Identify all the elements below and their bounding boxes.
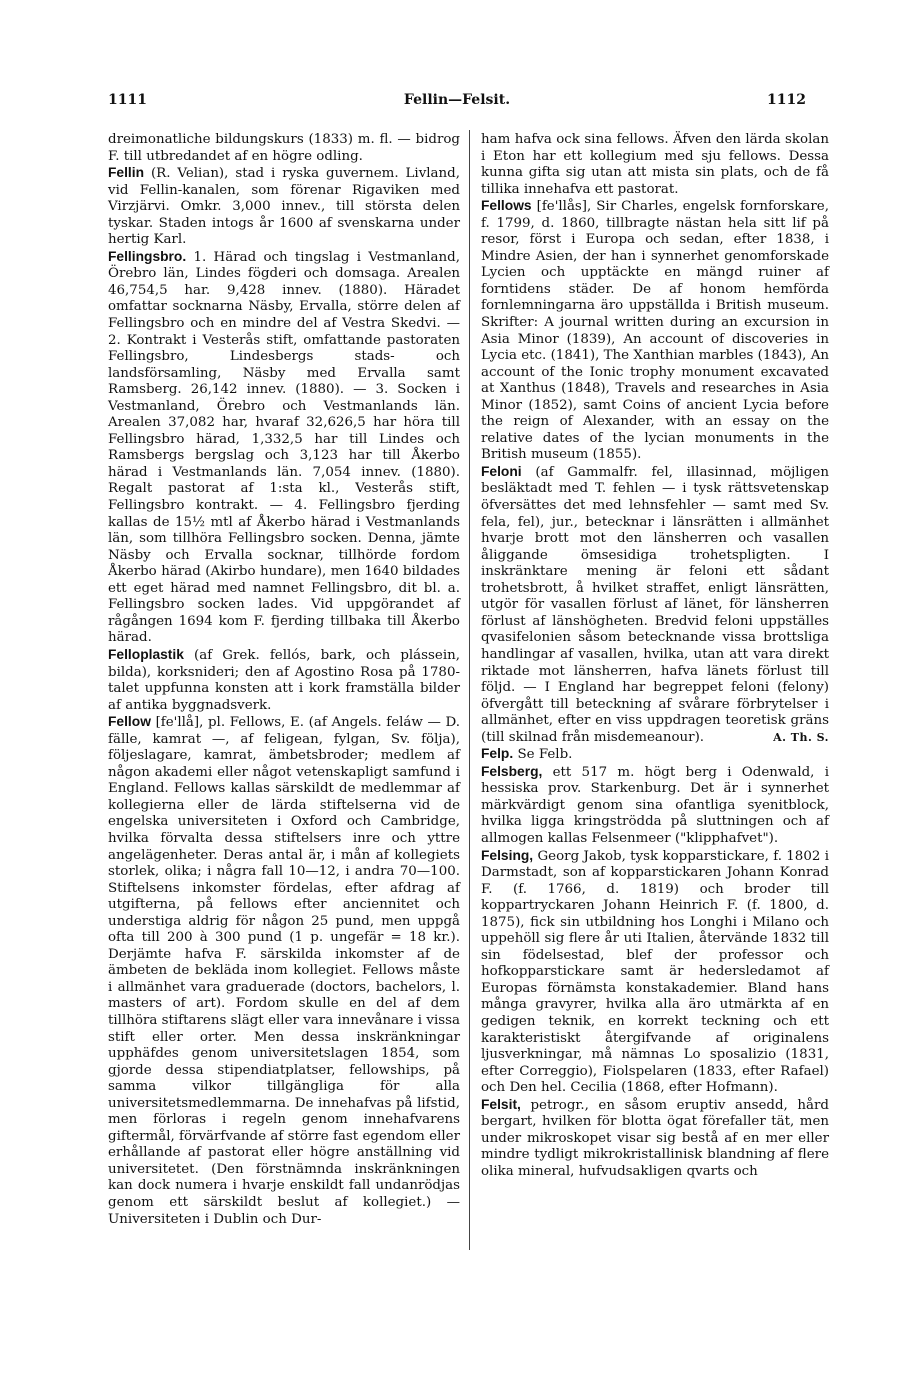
dictionary-entry: [108, 132, 460, 165]
entry-text: 1. Härad och tingslag i Vestmanland, Örebro län, Lindes fögderi och domsaga. Arealen 46,754,5 har. 9,428 innev. (1880). Häradet omfattar socknarna Näsby, Ervalla, större delen af Fellingsbro och en mindre del af Vestra Skedvi. — 2. Kontrakt i Vesterås stift, omfattande pastoraten Fellingsbro, Lindesbergs stads- och landsförsamling, Näsby med Ervalla samt Ramsberg. 26,142 innev. (1880). — 3. Socken i Vestmanland, Örebro och Vestmanlands län. Arealen 37,082 har, hvaraf 32,626,5 har höra till Fellingsbro härad, 1,332,5 har till Lindes och Ramsbergs bergslag och 3,123 har till Åkerbo härad i Vestmanlands län. 7,054 innev. (1880). Regalt pastorat af 1:sta kl., Vesterås stift, Fellingsbro kontrakt. — 4. Fellingsbro fjerding kallas de 15½ mtl af Åkerbo härad i Vestmanlands län, som tillhöra Fellingsbro socken. Denna, jämte Näsby och Ervalla socknar, tillhörde fordom Åkerbo härad (Akirbo hundare), men 1640 bildades ett eget härad med namnet Fellingsbro, dit bl. a. Fellingsbro socken lades. Vid uppgörandet af rågången 1694 kom F. fjerding tillbaka till Åkerbo härad.: [108, 249, 460, 646]
column-divider: [469, 130, 470, 1250]
entry-text: petrogr., en såsom eruptiv ansedd, hård bergart, hvilken för blotta ögat förefaller tät, men under mikroskopet visar sig bestå af en mer eller mindre tydligt mikrokristallinisk blandning af flere olika mineral, hufvudsakligen qvarts och: [481, 1097, 829, 1179]
right-page-number: 1112: [767, 92, 806, 108]
entry-text: ett 517 m. högt berg i Odenwald, i hessiska prov. Starkenburg. Det är i synnerhet märkvärdigt genom sina ofantliga syenitblock, hvilka ligga kringströdda på sluttningen och af allmogen kallas Felsenmeer ("klipphafvet").: [481, 764, 829, 846]
dictionary-entry: [108, 714, 460, 1228]
entry-text: ham hafva ock sina fellows. Äfven den lärda skolan i Eton har ett kollegium med sju fellows. Dessa kunna gifta sig utan att mista sin plats, och de få tillika innehafva ett pastorat.: [481, 132, 829, 197]
entry-text: [fe'llå], pl. Fellows, E. (af Angels. feláw — D. fälle, kamrat —, af feligean, fylgan, Sv. följa), följeslagare, kamrat, ämbetsbroder; medlem af någon akademi eller något vetenskapligt samfund i England. Fellows kallas särskildt de medlemmar af kollegierna eller de lärda stiftelserna vid de engelska universiteten i Oxford och Cambridge, hvilka förvalta dessa stiftelsers inre och yttre angelägenheter. Deras antal är, i mån af kollegiets storlek, olika; i några fall 10—12, i andra 70—100. Stiftelsens inkomster fördelas, efter afdrag af utgifterna, på fellows efter anciennitet och understiga aldrig för någon 25 pund, men uppgå ofta till 200 à 300 pund (1 p. ungefär = 18 kr.). Derjämte hafva F. särskilda inkomster af de ämbeten de bekläda inom kollegiet. Fellows måste i allmänhet vara graduerade (doctors, bachelors, l. masters of art). Fordom skulle en del af dem tillhöra stiftarens slägt eller vara innevånare i vissa stift eller orter. Men dessa inskränkningar upphäfdes genom universitetslagen 1854, som gjorde dessa stipendiatplatser, fellowships, på samma vilkor tillgängliga för alla universitetsmedlemmarna. De innehafvas på lifstid, men förloras i regeln genom innehafvarens giftermål, förvärfvande af större fast egendom eller erhållande af pastorat eller högre anställning vid universitetet. (Den förstnämnda inskränkningen kan dock numera i hvarje enskildt fall undanrödjas genom ett särskildt beslut af kollegiet.) — Universiteten i Dublin och Dur-: [108, 715, 460, 1227]
dictionary-entry: [481, 1097, 829, 1181]
entry-headword: Fellingsbro.: [108, 248, 187, 264]
entry-text: Georg Jakob, tysk kopparstickare, f. 1802 i Darmstadt, son af kopparstickaren Johann Konrad F. (f. 1766, d. 1819) och broder till koppartryckaren Johann Heinrich F. (f. 1800, d. 1875), fick sin utbildning hos Longhi i Milano och uppehöll sig flere år uti Italien, återvände 1832 till sin födelsestad, blef der professor och hofkopparstickare samt är hedersledamot af Europas förnämsta konstakademier. Bland hans många gravyrer, hvilka alla äro utmärkta af en gedigen teknik, en korrekt teckning och ett karakteristiskt återgifvande af originalens ljusverkningar, må nämnas Lo sposalizio (1831, efter Correggio), Fiolspelaren (1833, efter Rafael) och Den hel. Cecilia (1868, efter Hofmann).: [481, 848, 829, 1096]
running-header: [108, 92, 806, 114]
dictionary-entry: [481, 848, 829, 1097]
entry-headword: Felloplastik: [108, 646, 184, 662]
dictionary-entry: [481, 764, 829, 848]
page-title: Fellin—Felsit.: [403, 92, 511, 108]
dictionary-entry: [108, 647, 460, 714]
entry-headword: Felsberg,: [481, 763, 543, 779]
entry-headword: Fellows: [481, 198, 532, 214]
dictionary-entry: [481, 132, 829, 198]
entry-text: (af Gammalfr. fel, illasinnad, möjligen besläktadt med T. fehlen — i tysk rättsvetenskap öfversättes det med lehnsfehler — samt med Sv. fela, fel), jur., betecknar i länsrätten i allmänhet hvarje brott mot den länsherren och vasallen åliggande ömsesidiga trohetspligten. I inskränktare mening är feloni ett sådant trohetsbrott, å hvilket straffet, enligt länsrätten, utgör för vasallen förlust af länet, för länsherren förlust af länshögheten. Bredvid feloni uppställes qvasifelonien såsom betecknande vissa brottsliga handlingar af vasallen, hvilka, utan att vara direkt riktade mot länsherren, hafva länets förlust till följd. — I England har begreppet feloni (felony) öfvergått till beteckning af svårare förbrytelser i allmänhet, efter en viss uppdragen teoretisk gräns (till skilnad från misdemeanour).: [481, 464, 829, 745]
dictionary-entry: [481, 746, 829, 764]
dictionary-entry: [481, 464, 829, 746]
left-page-number: 1111: [108, 92, 147, 108]
entry-text: [fe'llås], Sir Charles, engelsk fornforskare, f. 1799, d. 1860, tillbragte nästan hela sitt lif på resor, först i Europa och sedan, efter 1838, i Mindre Asien, der han i synnerhet genomforskade Lycien och upptäckte en mängd ruiner af forntidens städer. De af honom hemförda fornlemningarna äro uppställda i British museum. Skrifter: A journal written during an excursion in Asia Minor (1839), An account of discoveries in Lycia etc. (1841), The Xanthian marbles (1843), An account of the Ionic trophy monument excavated at Xanthus (1848), Travels and researches in Asia Minor (1852), samt Coins of ancient Lycia before the reign of Alexander, with an essay on the relative dates of the lycian monuments in the British museum (1855).: [481, 199, 829, 463]
entry-headword: Felp.: [481, 746, 514, 762]
entry-headword: Felsit,: [481, 1096, 521, 1112]
right-column: [481, 132, 829, 1180]
dictionary-entry: [108, 249, 460, 647]
entry-text: (R. Velian), stad i ryska guvernem. Livland, vid Fellin-kanalen, som förenar Rigaviken med Virzjärvi. Omkr. 3,000 innev., till största delen tyskar. Staden intogs år 1600 af svenskarna under hertig Karl.: [108, 166, 460, 248]
dictionary-entry: [481, 198, 829, 464]
entry-headword: Fellin: [108, 165, 145, 181]
left-column: [108, 132, 460, 1228]
author-signature: A. Th. S.: [773, 730, 829, 744]
entry-headword: Felsing,: [481, 847, 534, 863]
entry-headword: Feloni: [481, 463, 522, 479]
dictionary-entry: [108, 165, 460, 249]
entry-text: dreimonatliche bildungskurs (1833) m. fl. — bidrog F. till utbredandet af en högre odling.: [108, 132, 460, 164]
entry-text: (af Grek. fellós, bark, och plássein, bilda), korksnideri; den af Agostino Rosa på 1780-talet uppfunna konsten att i kork framställa bilder af antika byggnadsverk.: [108, 647, 460, 713]
entry-text: Se Felb.: [517, 747, 573, 763]
entry-headword: Fellow: [108, 714, 151, 730]
